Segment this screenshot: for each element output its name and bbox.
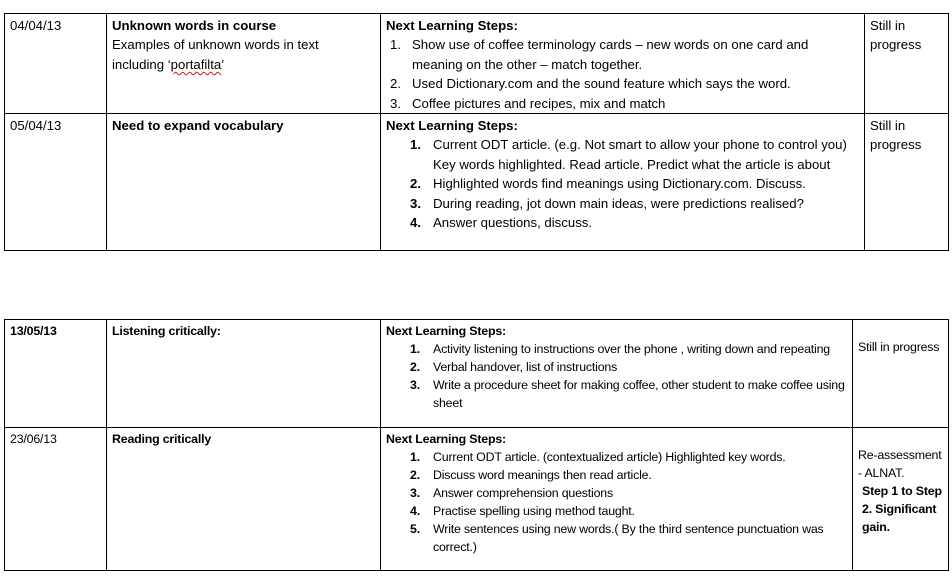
list-item: 3. Write a procedure sheet for making coffee, other student to make coffee using sheet — [410, 378, 845, 410]
steps-heading: Next Learning Steps: — [386, 324, 506, 338]
learning-plan-table-1 — [4, 13, 949, 251]
list-item: 1. Show use of coffee terminology cards – new words on one card and meaning on the other – match together. — [390, 37, 809, 72]
topic-cell — [107, 320, 381, 428]
topic-title: Need to expand vocabulary — [112, 118, 284, 134]
list-item: 4. Answer questions, discuss. — [410, 215, 593, 231]
steps-list — [386, 448, 847, 556]
list-item: 3. During reading, jot down main ideas, were predictions realised? — [410, 195, 804, 211]
steps-list — [386, 35, 859, 113]
list-item: 1. Activity listening to instructions over the phone , writing down and repeating — [410, 342, 830, 356]
topic-title: Unknown words in course — [112, 18, 277, 33]
steps-cell — [381, 320, 853, 428]
list-item: 3. Coffee pictures and recipes, mix and match — [390, 95, 666, 111]
learning-plan-table-2 — [4, 319, 949, 571]
list-item: 1. Current ODT article. (e.g. Not smart to allow your phone to control you) Key words highlighted. Read article. Predict what the article is about — [410, 137, 847, 172]
list-item: 5. Write sentences using new words.( By the third sentence punctuation was correct.) — [410, 522, 824, 554]
list-item: 1. Current ODT article. (contextualized article) Highlighted key words. — [410, 450, 786, 464]
steps-heading: Next Learning Steps: — [386, 432, 506, 446]
date-cell: 13/05/13 — [5, 320, 107, 428]
list-item: 2. Verbal handover, list of instructions — [410, 360, 618, 374]
steps-heading: Next Learning Steps: — [386, 118, 518, 134]
topic-cell — [107, 14, 381, 114]
topic-cell — [107, 114, 381, 251]
list-item: 2. Highlighted words find meanings using Dictionary.com. Discuss. — [410, 176, 806, 192]
steps-list — [386, 135, 859, 232]
date-cell: 04/04/13 — [5, 14, 107, 114]
list-item: 4. Practise spelling using method taught. — [410, 504, 635, 518]
status-cell: Still in progress — [865, 14, 949, 114]
status-cell: Re-assessment - ALNAT. Step 1 to Step 2. Significant gain. — [853, 428, 949, 571]
status-cell: Still in progress — [853, 320, 949, 428]
date-cell: 23/06/13 — [5, 428, 107, 571]
table-row — [5, 320, 949, 428]
status-result: Step 1 to Step 2. Significant gain. — [862, 484, 942, 534]
misspelled-word: portafilta — [170, 56, 222, 72]
steps-heading: Next Learning Steps: — [386, 18, 518, 33]
steps-cell — [381, 14, 865, 114]
steps-list — [386, 340, 847, 412]
status-cell: Still in progress — [865, 114, 949, 251]
topic-description: Examples of unknown words in text including ‘portafilta’ — [112, 37, 319, 72]
steps-cell — [381, 114, 865, 251]
steps-cell — [381, 428, 853, 571]
list-item: 3. Answer comprehension questions — [410, 486, 613, 500]
topic-cell — [107, 428, 381, 571]
date-cell: 05/04/13 — [5, 114, 107, 251]
topic-title: Reading critically — [112, 432, 212, 446]
table-row — [5, 428, 949, 571]
list-item: 2. Used Dictionary.com and the sound feature which says the word. — [390, 76, 791, 92]
table-row — [5, 14, 949, 114]
table-row — [5, 114, 949, 251]
list-item: 2. Discuss word meanings then read article. — [410, 468, 652, 482]
topic-title: Listening critically: — [112, 324, 221, 338]
